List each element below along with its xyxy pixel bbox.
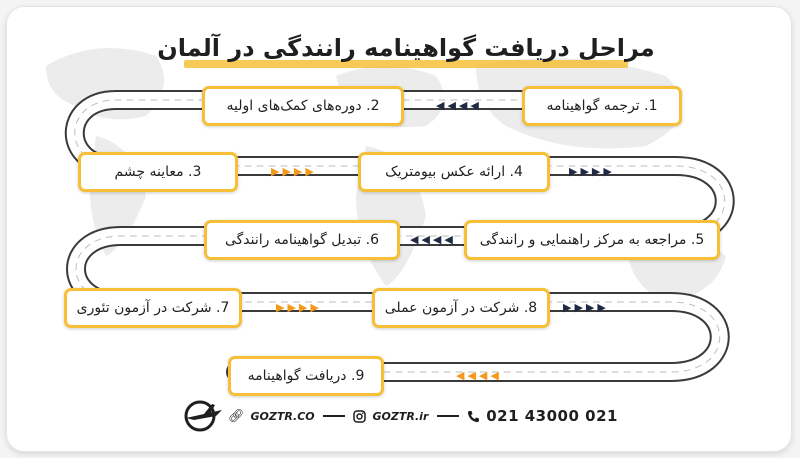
arrows-7-8: ▶▶▶▶ xyxy=(276,301,322,314)
instagram-icon xyxy=(353,410,366,423)
step-1-box: 1. ترجمه گواهینامه xyxy=(522,86,682,126)
phone-number: 021 43000 021 xyxy=(486,407,618,425)
footer-divider xyxy=(323,415,345,417)
phone-item[interactable] xyxy=(467,407,618,425)
phone-icon xyxy=(467,410,480,423)
contact-footer xyxy=(228,398,618,434)
arrows-4-5: ▶▶▶▶ xyxy=(569,165,615,178)
arrows-3-4: ▶▶▶▶ xyxy=(271,165,317,178)
link-icon: 🔗︎ xyxy=(228,408,245,424)
infographic-card xyxy=(6,6,792,452)
step-8-box: 8. شرکت در آزمون عملی xyxy=(372,288,550,328)
website-item[interactable] xyxy=(228,410,315,423)
airplane-logo-icon xyxy=(182,398,226,434)
website-text: GOZTR.CO xyxy=(250,409,315,423)
arrows-8-9: ▶▶▶▶ xyxy=(563,301,609,314)
arrows-9: ◀◀◀◀ xyxy=(456,369,502,382)
step-3-box: 3. معاینه چشم xyxy=(78,152,238,192)
footer-divider xyxy=(437,415,459,417)
step-6-box: 6. تبدیل گواهینامه رانندگی xyxy=(204,220,400,260)
arrows-1-2: ◀◀◀◀ xyxy=(436,99,482,112)
page-title: مراحل دریافت گواهینامه رانندگی در آلمان xyxy=(157,34,655,62)
instagram-text: GOZTR.ir xyxy=(372,409,429,423)
step-9-box: 9. دریافت گواهینامه xyxy=(228,356,384,396)
step-4-box: 4. ارائه عکس بیومتریک xyxy=(358,152,550,192)
step-5-box: 5. مراجعه به مرکز راهنمایی و رانندگی xyxy=(464,220,720,260)
instagram-item[interactable] xyxy=(353,410,428,423)
arrows-5-6: ◀◀◀◀ xyxy=(410,233,456,246)
step-7-box: 7. شرکت در آزمون تئوری xyxy=(64,288,242,328)
step-2-box: 2. دوره‌های کمک‌های اولیه xyxy=(202,86,404,126)
